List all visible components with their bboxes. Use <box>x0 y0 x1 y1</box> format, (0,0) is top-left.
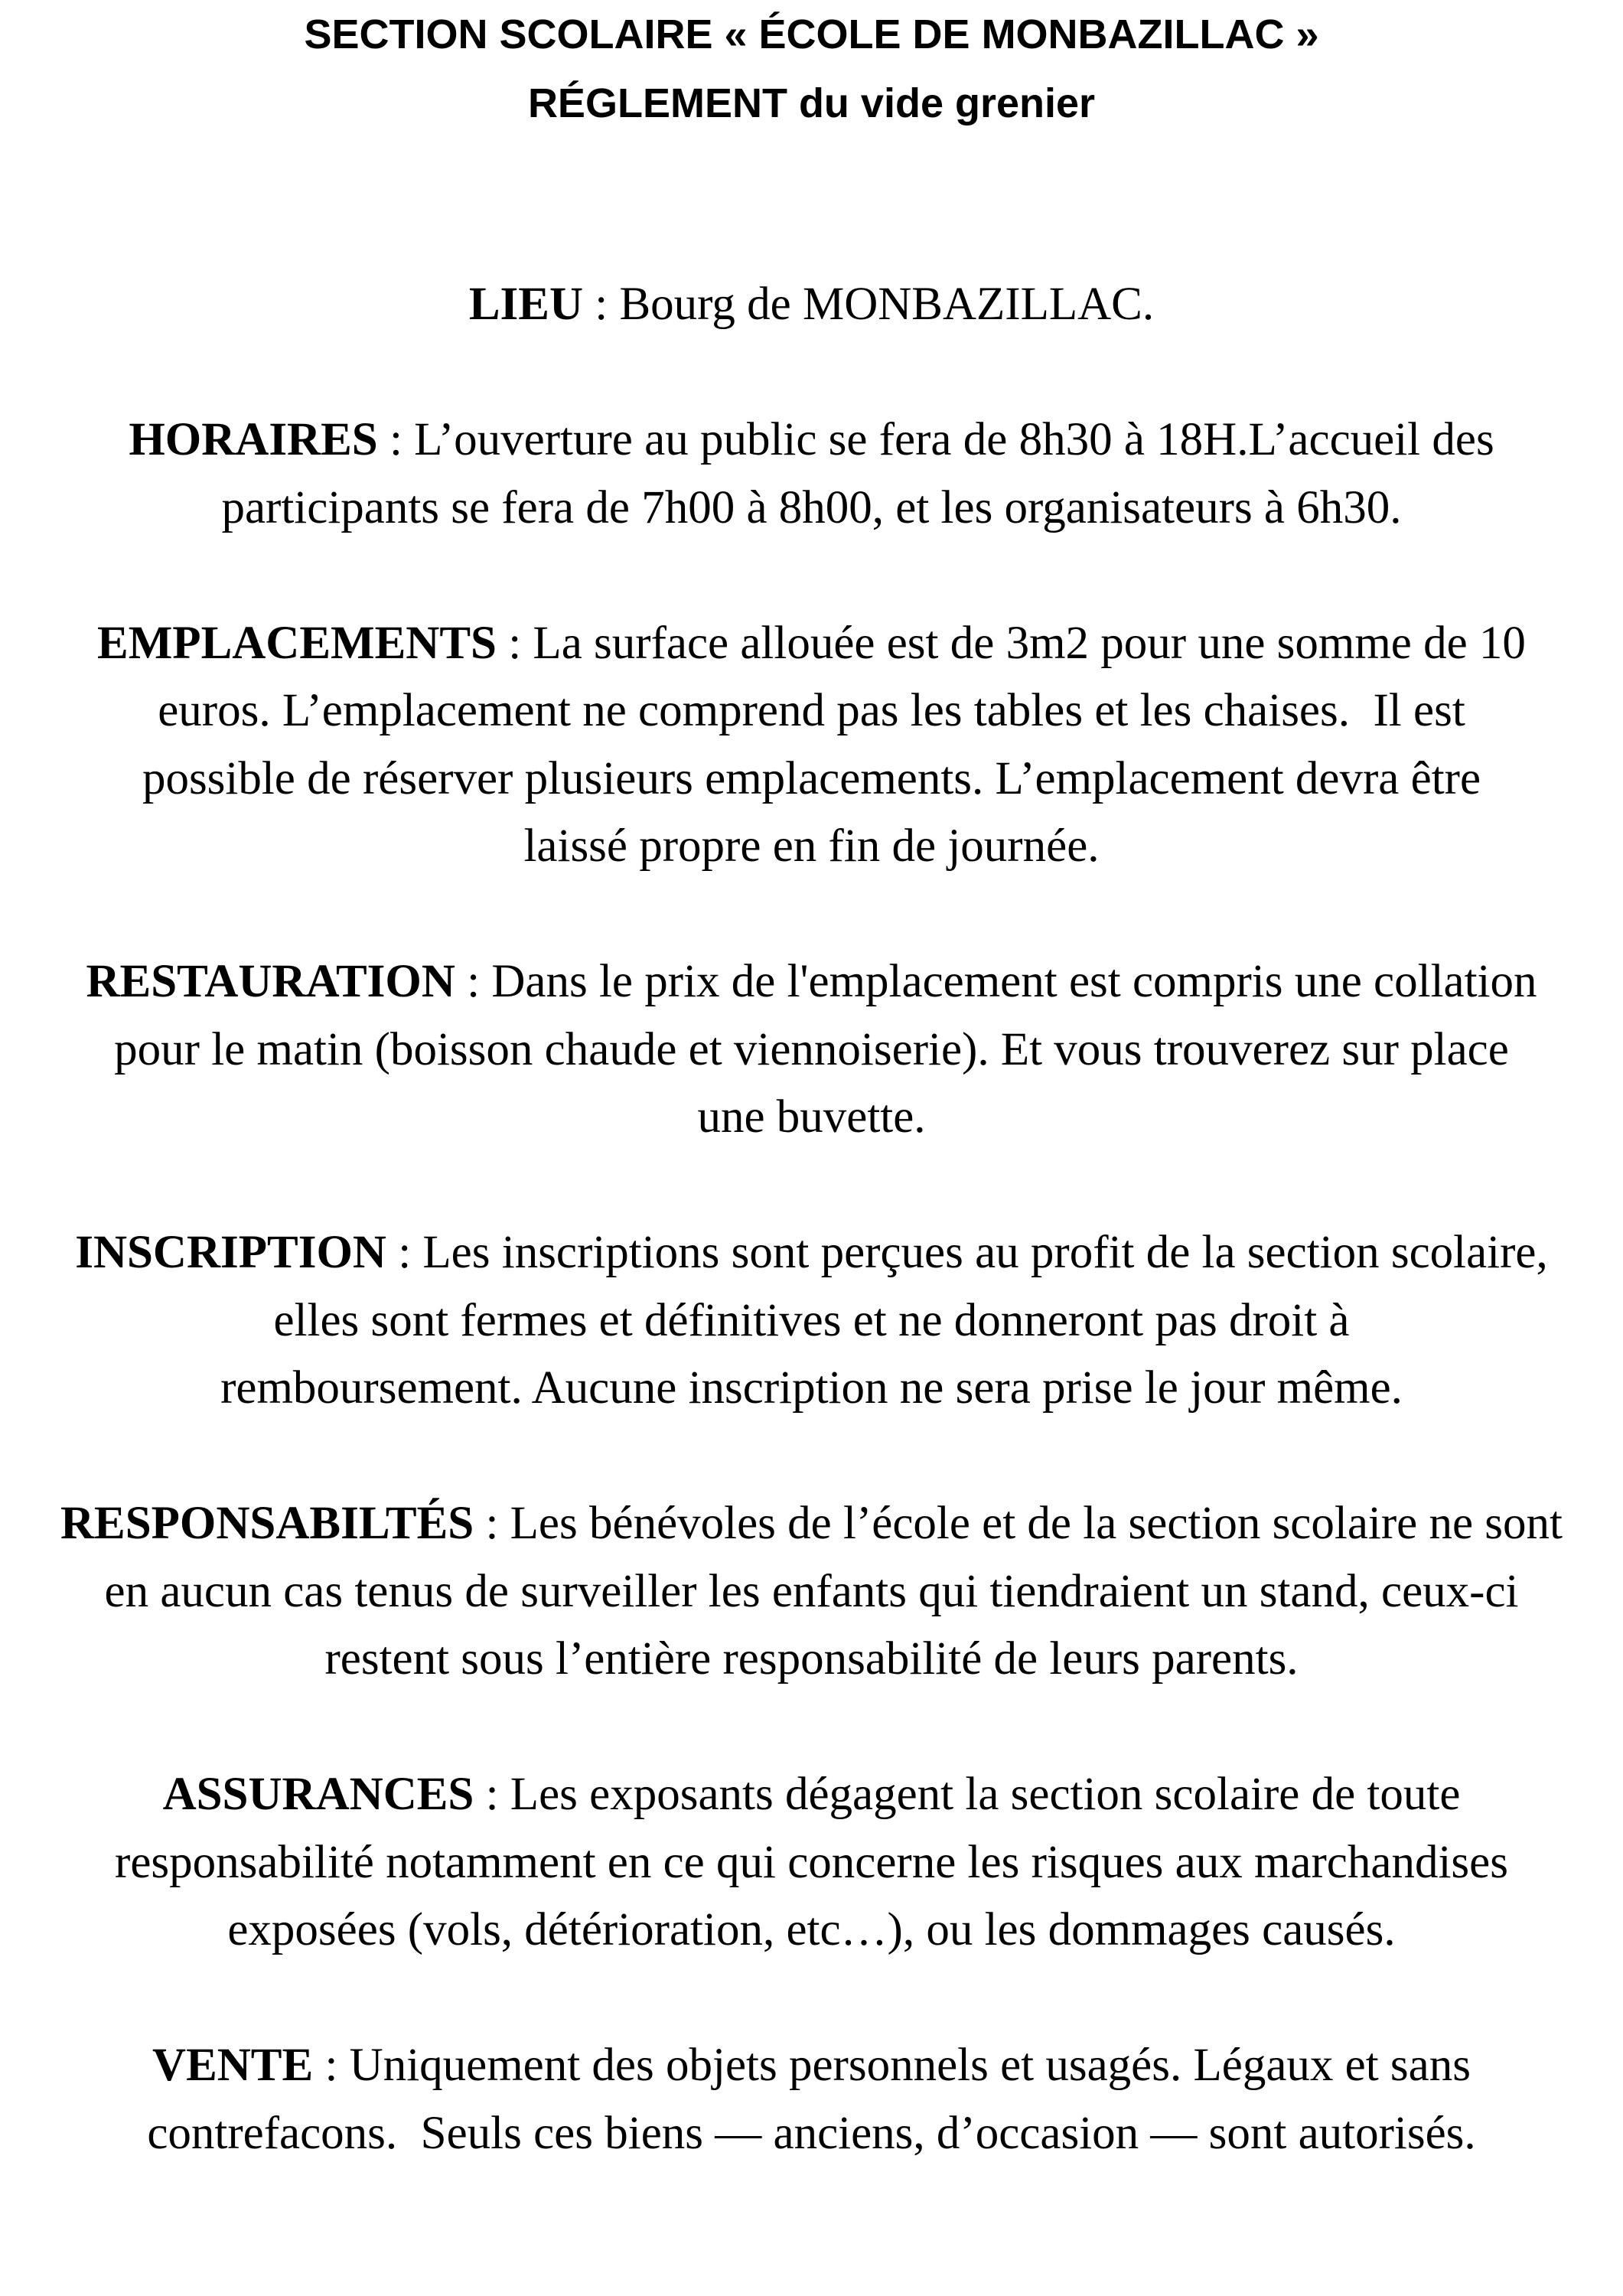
section-label: LIEU <box>468 279 584 330</box>
section-lieu <box>0 271 1623 339</box>
document-title: SECTION SCOLAIRE « ÉCOLE DE MONBAZILLAC » <box>304 11 1319 57</box>
document-subtitle: RÉGLEMENT du vide grenier <box>527 80 1096 126</box>
section-line <box>75 1219 1548 1287</box>
section-label: ASSURANCES <box>162 1769 474 1820</box>
section-responsabilites <box>0 1490 1623 1694</box>
section-label: RESTAURATION <box>86 956 455 1007</box>
section-text: : Uniquement des objets personnels et usagés. Légaux et sans <box>313 2040 1471 2091</box>
section-text: : L’ouverture au public se fera de 8h30 à 18H.L’accueil des <box>377 414 1494 465</box>
section-line: contrefacons. Seuls ces biens — anciens, d’occasion — sont autorisés. <box>147 2107 1476 2159</box>
section-line: exposées (vols, détérioration, etc…), ou les dommages causés. <box>227 1904 1396 1955</box>
section-label: EMPLACEMENTS <box>97 617 497 669</box>
section-line: euros. L’emplacement ne comprend pas les tables et les chaises. Il est <box>158 685 1465 736</box>
section-line: elles sont fermes et définitives et ne donneront pas droit à <box>273 1294 1350 1346</box>
document-header <box>0 0 1623 138</box>
section-line: en aucun cas tenus de surveiller les enfants qui tiendraient un stand, ceux-ci <box>104 1565 1519 1617</box>
section-label: HORAIRES <box>129 414 378 465</box>
section-inscription <box>0 1219 1623 1423</box>
section-line: participants se fera de 7h00 à 8h00, et les organisateurs à 6h30. <box>221 481 1402 533</box>
section-restauration <box>0 948 1623 1152</box>
section-line: laissé propre en fin de journée. <box>523 820 1100 872</box>
section-line <box>97 610 1526 678</box>
section-text: : Les inscriptions sont perçues au profit de la section scolaire, <box>386 1227 1548 1278</box>
section-line: remboursement. Aucune inscription ne sera prise le jour même. <box>220 1362 1403 1414</box>
section-text: : Bourg de MONBAZILLAC. <box>583 279 1155 330</box>
section-label: RESPONSABILTÉS <box>60 1498 474 1549</box>
section-emplacements <box>0 610 1623 881</box>
document-body <box>0 271 1623 2167</box>
section-line <box>469 271 1154 339</box>
section-text: : Les bénévoles de l’école et de la section scolaire ne sont <box>474 1498 1563 1549</box>
section-text: : La surface allouée est de 3m2 pour une somme de 10 <box>496 617 1526 669</box>
section-assurances <box>0 1761 1623 1965</box>
section-line: responsabilité notamment en ce qui concerne les risques aux marchandises <box>115 1836 1508 1888</box>
section-line: pour le matin (boisson chaude et viennoiserie). Et vous trouverez sur place <box>114 1023 1509 1075</box>
section-horaires <box>0 406 1623 542</box>
section-line: possible de réserver plusieurs emplacements. L’emplacement devra être <box>142 752 1481 804</box>
section-line: une buvette. <box>697 1091 926 1143</box>
section-line <box>129 406 1494 475</box>
section-text: : Dans le prix de l'emplacement est compris une collation <box>455 956 1537 1007</box>
section-line <box>86 948 1537 1016</box>
section-vente <box>0 2032 1623 2167</box>
section-line <box>163 1761 1461 1829</box>
section-label: INSCRIPTION <box>75 1227 386 1278</box>
section-text: : Les exposants dégagent la section scolaire de toute <box>474 1769 1461 1820</box>
section-line <box>152 2032 1471 2100</box>
section-label: VENTE <box>152 2040 314 2091</box>
section-line: restent sous l’entière responsabilité de leurs parents. <box>324 1633 1299 1684</box>
section-line <box>60 1490 1563 1558</box>
